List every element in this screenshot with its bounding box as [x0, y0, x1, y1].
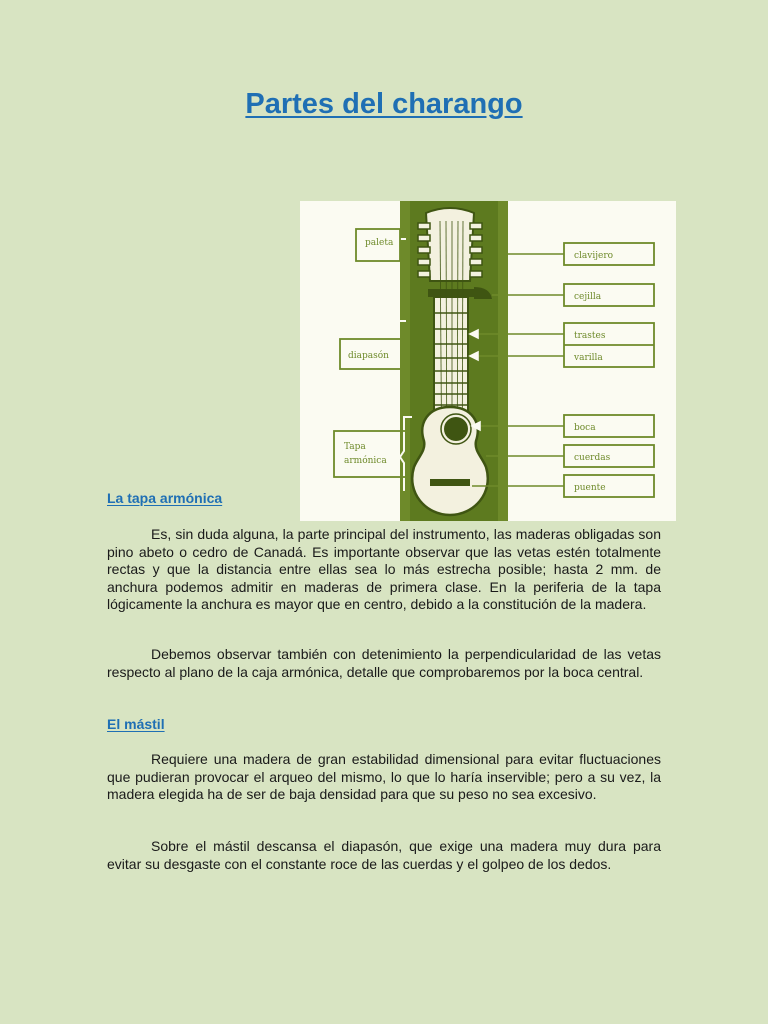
label-puente: puente [574, 483, 606, 493]
label-boca: boca [574, 423, 596, 433]
label-varilla: varilla [574, 353, 603, 363]
page-title: Partes del charango [245, 88, 523, 120]
paragraph: Es, sin duda alguna, la parte principal del instrumento, las maderas obligadas son pino abeto o cedro de Canadá. Es importante observar que las vetas estén totalmente rectas y que la distancia entre ellas sea lo más estrecha posible; hasta 2 mm. de anchura podemos admitir en maderas de primera clase. En la periferia de la tapa lógicamente la anchura es mayor que en centro, debido a la constitución de la madera. [107, 526, 661, 612]
label-armonica: armónica [344, 456, 387, 466]
charango-diagram [300, 201, 676, 521]
label-clavijero: clavijero [574, 251, 614, 261]
label-cuerdas: cuerdas [574, 453, 611, 463]
label-diapason: diapasón [348, 351, 389, 361]
label-paleta: paleta [365, 238, 394, 248]
paragraph: Requiere una madera de gran estabilidad dimensional para evitar fluctuaciones que pudieran provocar el arqueo del mismo, lo que lo haría inservible; pero a su vez, la madera elegida ha de ser de baja densidad para que su peso no sea excesivo. [107, 751, 661, 802]
label-cejilla: cejilla [574, 292, 602, 302]
paragraph: Debemos observar también con detenimiento la perpendicularidad de las vetas respecto al plano de la caja armónica, detalle que comprobaremos por la boca central. [107, 646, 661, 680]
section-heading-tapa: La tapa armónica [107, 490, 223, 506]
section-heading-mastil: El mástil [107, 716, 165, 732]
paragraph: Sobre el mástil descansa el diapasón, que exige una madera muy dura para evitar su desgaste con el constante roce de las cuerdas y el golpeo de los dedos. [107, 838, 661, 872]
label-tapa: Tapa [344, 442, 366, 452]
label-trastes: trastes [574, 331, 606, 341]
